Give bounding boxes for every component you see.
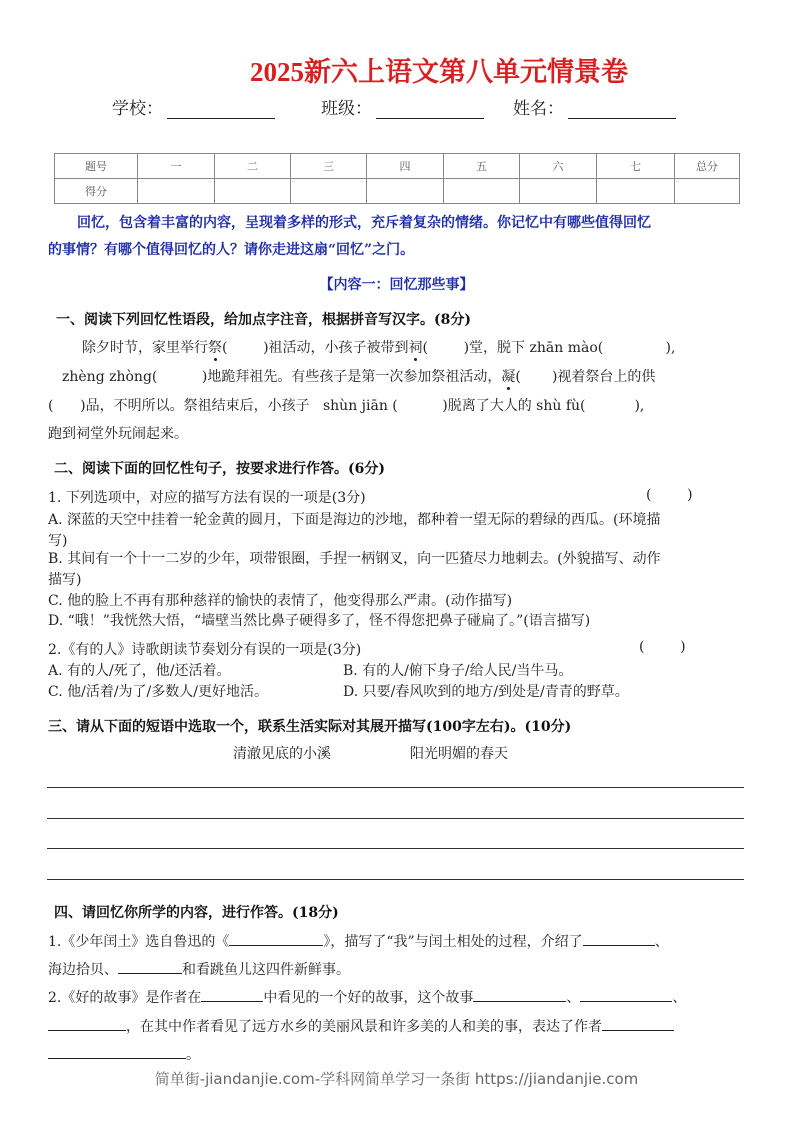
text: 》，描写了“我”与闰土相处的过程，介绍了 — [323, 934, 583, 950]
row-label: 得分 — [55, 179, 138, 204]
header-cell: 三 — [291, 154, 367, 179]
score-cell[interactable] — [138, 179, 215, 204]
phrase-option-2: 阳光明媚的春天 — [410, 746, 508, 762]
q4-2-line-1 — [48, 986, 686, 1007]
class-input[interactable] — [376, 100, 484, 119]
score-cell[interactable] — [597, 179, 675, 204]
text: 、 — [654, 934, 669, 950]
text: 海边拾贝、 — [48, 962, 118, 978]
phrase-option-1: 清澈见底的小溪 — [233, 746, 331, 762]
blank-6[interactable] — [580, 986, 672, 1002]
blank-8[interactable] — [602, 1015, 674, 1031]
header-cell: 七 — [597, 154, 675, 179]
score-cell[interactable] — [675, 179, 740, 204]
section-1-line-1 — [82, 337, 675, 357]
score-cell[interactable] — [520, 179, 597, 204]
text: 除夕时节，家里举行 — [82, 340, 208, 356]
name-input[interactable] — [568, 100, 676, 119]
q2-2-option-d: D. 只要/春风吹到的地方/到处是/青青的野草。 — [343, 684, 629, 700]
q2-1-option-b: B. 其间有一个十一二岁的少年，项带银圈，手捏一柄钢叉，向一匹猹尽力地刺去。(外貌描写、动作 — [48, 551, 661, 567]
writing-line-2[interactable] — [47, 818, 744, 819]
q4-2-line-2 — [48, 1015, 674, 1036]
name-label: 姓名： — [513, 99, 564, 119]
text: ( )堂，脱下 zhān mào( ), — [422, 340, 676, 356]
text: 2.《好的故事》是作者在 — [48, 990, 202, 1006]
text: 和看跳鱼儿这四件新鲜事。 — [182, 962, 350, 978]
section-1-heading: 一、阅读下列回忆性语段，给加点字注音，根据拼音写汉字。(8分) — [56, 312, 471, 328]
text: 1.《少年闰土》选自鲁迅的《 — [48, 934, 230, 950]
header-cell: 二 — [215, 154, 291, 179]
score-table — [54, 153, 740, 204]
blank-1[interactable] — [229, 930, 323, 946]
blank-9[interactable] — [48, 1043, 186, 1059]
text: 、 — [672, 990, 687, 1006]
q2-1-option-b-cont: 描写) — [48, 572, 82, 588]
text: 、 — [566, 990, 581, 1006]
section-1-line-2 — [62, 366, 655, 386]
writing-line-3[interactable] — [47, 848, 744, 849]
score-cell[interactable] — [444, 179, 520, 204]
q2-1-stem: 1. 下列选项中，对应的描写方法有误的一项是(3分) — [48, 490, 366, 506]
q2-2-option-c: C. 他/活着/为了/多数人/更好地活。 — [48, 684, 268, 700]
text: ，在其中作者看见了远方水乡的美丽风景和许多美的人和美的事，表达了作者 — [126, 1019, 602, 1035]
text: ( )视着祭台上的供 — [515, 369, 656, 385]
score-table-score-row — [55, 179, 740, 204]
footer-watermark: 简单街-jiandanjie.com-学科网简单学习一条街 https://jiandanjie.com — [154, 1070, 639, 1088]
writing-line-1[interactable] — [47, 787, 744, 788]
school-input[interactable] — [167, 100, 275, 119]
section-1-line-4: 跑到祠堂外玩闹起来。 — [48, 426, 188, 442]
q4-2-line-3 — [48, 1043, 200, 1064]
intro-line-2: 的事情？有哪个值得回忆的人？请你走进这扇“回忆”之门。 — [48, 242, 415, 258]
blank-7[interactable] — [48, 1015, 126, 1031]
header-cell: 总分 — [675, 154, 740, 179]
section-3-heading: 三、请从下面的短语中选取一个，联系生活实际对其展开描写(100字左右)。(10分) — [48, 719, 572, 735]
header-cell: 四 — [367, 154, 444, 179]
score-cell[interactable] — [291, 179, 367, 204]
content-heading: 【内容一：回忆那些事】 — [319, 277, 474, 293]
header-cell: 一 — [138, 154, 215, 179]
q2-2-option-a: A. 有的人/死了，他/还活着。 — [48, 663, 231, 679]
name-field — [513, 94, 676, 119]
text: 。 — [186, 1047, 200, 1063]
class-label: 班级： — [321, 99, 372, 119]
header-cell: 题号 — [55, 154, 138, 179]
writing-line-4[interactable] — [47, 879, 744, 880]
score-cell[interactable] — [215, 179, 291, 204]
q2-1-option-d: D. “哦！”我恍然大悟，“墙壁当然比鼻子硬得多了，怪不得您把鼻子碰扁了。”(语言描写) — [48, 613, 591, 629]
q2-1-answer-paren[interactable]: ( ) — [646, 487, 693, 503]
text: 中看见的一个好的故事，这个故事 — [263, 990, 474, 1006]
exam-title: 2025新六上语文第八单元情景卷 — [250, 57, 628, 87]
header-cell: 五 — [444, 154, 520, 179]
section-2-heading: 二、阅读下面的回忆性句子，按要求进行作答。(6分) — [54, 461, 385, 477]
blank-3[interactable] — [118, 958, 182, 974]
intro-line-1: 回忆，包含着丰富的内容，呈现着多样的形式，充斥着复杂的情绪。你记忆中有哪些值得回忆 — [77, 215, 651, 231]
score-table-header-row — [55, 154, 740, 179]
q4-1-line-2 — [48, 958, 350, 979]
text: ( )祖活动，小孩子被带到 — [222, 340, 409, 356]
dotted-char: 凝 — [501, 369, 516, 385]
score-cell[interactable] — [367, 179, 444, 204]
q2-2-option-b: B. 有的人/俯下身子/给人民/当牛马。 — [343, 663, 573, 679]
q2-2-answer-paren[interactable]: ( ) — [639, 639, 686, 655]
q2-1-option-a: A. 深蓝的天空中挂着一轮金黄的圆月，下面是海边的沙地，都种着一望无际的碧绿的西瓜。(环境描 — [48, 512, 661, 528]
q4-1-line-1 — [48, 930, 669, 951]
blank-2[interactable] — [583, 930, 655, 946]
school-label: 学校： — [112, 99, 163, 119]
header-cell: 六 — [520, 154, 597, 179]
text: zhèng zhòng( )地跪拜祖先。有些孩子是第一次参加祭祖活动， — [62, 369, 502, 385]
blank-5[interactable] — [473, 986, 566, 1002]
q2-2-stem: 2.《有的人》诗歌朗读节奏划分有误的一项是(3分) — [48, 642, 362, 658]
q2-1-option-c: C. 他的脸上不再有那种慈祥的愉快的表情了，他变得那么严肃。(动作描写) — [48, 593, 513, 609]
section-4-heading: 四、请回忆你所学的内容，进行作答。(18分) — [54, 905, 339, 921]
q2-1-option-a-cont: 写) — [48, 533, 68, 549]
dotted-char: 祠 — [408, 340, 423, 356]
blank-4[interactable] — [201, 986, 263, 1002]
dotted-char: 祭 — [208, 340, 222, 356]
section-1-line-3: ( )品，不明所以。祭祖结束后，小孩子 shùn jiān ( )脱离了大人的 shù fù( ), — [48, 398, 645, 414]
school-field — [112, 94, 275, 119]
class-field — [321, 94, 484, 119]
